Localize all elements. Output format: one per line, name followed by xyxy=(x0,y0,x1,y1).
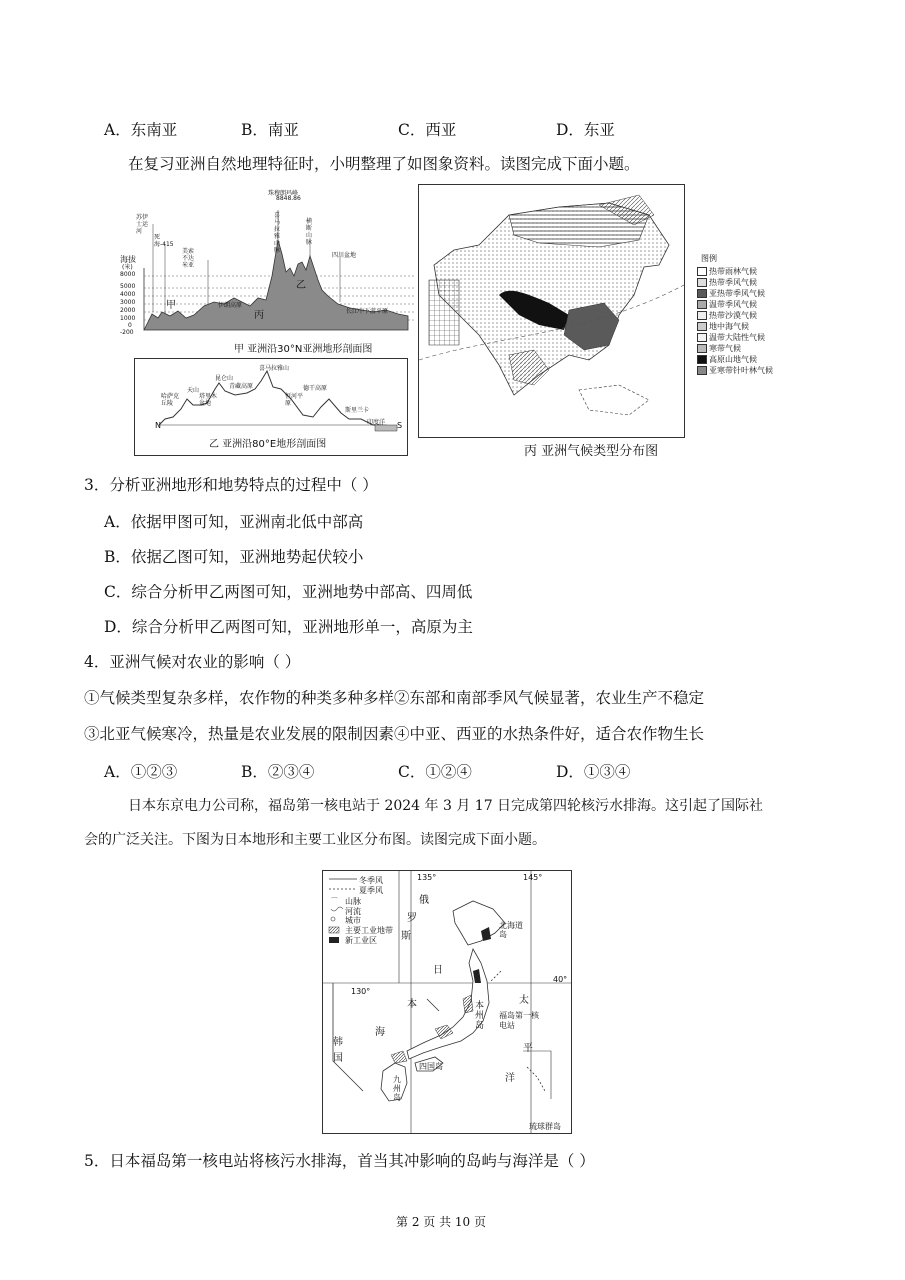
figure-bing xyxy=(418,184,717,438)
q4-option-d: D．①③④ xyxy=(556,763,631,781)
figure-jia xyxy=(118,184,414,356)
q4-option-c: C．①②④ xyxy=(398,763,472,781)
q4-option-b: B．②③④ xyxy=(241,763,315,781)
legend-river: 河流 xyxy=(345,907,361,916)
axis-unit: (米) xyxy=(122,264,133,271)
legend-winter-monsoon: 冬季风 xyxy=(359,876,383,885)
q3-option-c: C．综合分析甲乙两图可知，亚洲地势中部高、四周低 xyxy=(104,583,473,601)
q4-stem: 4．亚洲气候对农业的影响（ ） xyxy=(84,653,301,671)
tick-5000: 5000 xyxy=(120,283,136,290)
label-pacific: 太 xyxy=(519,995,529,1006)
label-sea-of-japan: 日 xyxy=(433,965,443,976)
label-kazakh-hills: 哈萨克丘陵 xyxy=(161,393,180,407)
tick-1000: 1000 xyxy=(120,315,136,322)
label-everest-height: 8848.86 xyxy=(276,195,301,202)
tick-0: 0 xyxy=(128,322,132,329)
legend-item: 亚寒带针叶林气候 xyxy=(697,365,773,376)
legend-item: 热带季风气候 xyxy=(697,277,757,288)
label-suez: 苏伊士运河 xyxy=(136,214,149,235)
japan-map xyxy=(322,870,572,1134)
q2-option-d: D．东亚 xyxy=(556,121,615,139)
intro-asia: 在复习亚洲自然地理特征时，小明整理了如图象资料。读图完成下面小题。 xyxy=(128,155,640,173)
legend-summer-monsoon: 夏季风 xyxy=(359,886,383,895)
legend-item: 寒带气候 xyxy=(697,343,741,354)
label-sichuan: 四川盆地 xyxy=(332,252,357,259)
label-kyushu: 九州岛 xyxy=(393,1075,401,1102)
caption-yi: 乙 亚洲沿80°E地形剖面图 xyxy=(209,439,327,450)
legend-item: 高原山地气候 xyxy=(697,354,757,365)
page-footer: 第 2 页 共 10 页 xyxy=(396,1215,486,1229)
label-hengduan: 横断山脉 xyxy=(306,218,313,246)
q3-stem: 3．分析亚洲地形和地势特点的过程中（ ） xyxy=(84,476,378,494)
legend-mountain: 山脉 xyxy=(345,897,361,906)
terrain-profile-30n xyxy=(118,184,414,356)
label-korea: 国 xyxy=(333,1053,343,1064)
label-pacific: 洋 xyxy=(505,1073,515,1084)
svg-text:⌒: ⌒ xyxy=(331,897,338,905)
q4-statement-2: ③北亚气候寒冷，热量是农业发展的限制因素④中亚、西亚的水热条件好，适合农作物生长 xyxy=(84,725,705,743)
marker-yi: 乙 xyxy=(296,280,306,291)
tick-3000: 3000 xyxy=(120,299,136,306)
label-honshu: 本州岛 xyxy=(475,1001,485,1031)
label-ganges: 恒河平原 xyxy=(285,393,304,407)
caption-jia: 甲 亚洲沿30°N亚洲地形剖面图 xyxy=(234,344,373,355)
asia-climate-map xyxy=(419,185,684,437)
label-hokkaido: 北海道岛 xyxy=(499,921,523,939)
legend-item: 温带季风气候 xyxy=(697,299,757,310)
tick-8000: 8000 xyxy=(120,271,136,278)
label-145: 145° xyxy=(523,873,543,882)
label-shikoku: 四国岛 xyxy=(419,1062,443,1071)
label-everest: 珠穆朗玛峰 xyxy=(268,190,299,197)
q3-option-a: A．依据甲图可知，亚洲南北低中部高 xyxy=(104,513,364,531)
legend-city: 城市 xyxy=(345,916,361,925)
label-40: 40° xyxy=(553,975,568,984)
legend-item: 热带沙漠气候 xyxy=(697,310,757,321)
axis-label-elevation: 海拔 xyxy=(120,255,136,264)
legend-item: 温带大陆性气候 xyxy=(697,332,765,343)
caption-bing: 丙 亚洲气候类型分布图 xyxy=(524,444,659,459)
label-tarim: 塔里木盆地 xyxy=(199,393,218,407)
label-korea: 韩 xyxy=(333,1037,343,1048)
label-ryukyu: 琉球群岛 xyxy=(529,1122,561,1131)
intro-japan-line1: 日本东京电力公司称，福岛第一核电站于 2024 年 3 月 17 日完成第四轮核污水排海。这引起了国际社 xyxy=(128,798,764,814)
q2-option-c: C．西亚 xyxy=(398,121,457,139)
label-russia: 罗 xyxy=(407,913,417,924)
figure-yi xyxy=(134,358,408,456)
label-sea-of-japan: 海 xyxy=(375,1027,385,1038)
label-russia: 斯 xyxy=(401,931,411,942)
label-himalaya-yi: 喜马拉雅山 xyxy=(259,365,290,372)
label-pacific: 平 xyxy=(523,1043,533,1054)
label-south: S xyxy=(397,421,403,430)
q3-option-b: B．依据乙图可知，亚洲地势起伏较小 xyxy=(104,548,364,566)
tick-4000: 4000 xyxy=(120,291,136,298)
label-deccan: 德干高原 xyxy=(303,385,328,392)
label-tianshan: 天山 xyxy=(187,387,200,394)
legend-item: 热带雨林气候 xyxy=(697,266,757,277)
label-dead-sea: 死海-415 xyxy=(154,234,174,248)
legend-item: 亚热带季风气候 xyxy=(697,288,765,299)
marker-jia: 甲 xyxy=(166,300,176,311)
legend-title: 图例 xyxy=(701,254,717,263)
legend-item: 地中海气候 xyxy=(697,321,749,332)
q3-option-d: D．综合分析甲乙两图可知，亚洲地形单一，高原为主 xyxy=(104,618,473,636)
q5-stem: 5．日本福岛第一核电站将核污水排海，首当其冲影响的岛屿与海洋是（ ） xyxy=(84,1152,595,1170)
q2-option-a: A．东南亚 xyxy=(104,121,178,139)
label-mesopotamia: 美索不达米亚 xyxy=(182,248,195,269)
label-qingzang: 青藏高原 xyxy=(229,383,254,390)
q4-statement-1: ①气候类型复杂多样，农作物的种类多种多样②东部和南部季风气候显著，农业生产不稳定 xyxy=(84,689,705,707)
label-135: 135° xyxy=(417,873,437,882)
q2-option-b: B．南亚 xyxy=(241,121,299,139)
label-himalaya: 喜马拉雅山脉 xyxy=(274,212,281,254)
intro-japan-line2: 会的广泛关注。下图为日本地形和主要工业区分布图。读图完成下面小题。 xyxy=(84,832,546,848)
label-kunlun: 昆仑山 xyxy=(215,375,234,382)
legend-new-industrial: 新工业区 xyxy=(345,936,377,945)
label-sea-of-japan: 本 xyxy=(407,999,417,1010)
tick-minus-200: -200 xyxy=(120,329,134,336)
label-north: N xyxy=(155,421,161,430)
label-yangtze-plain: 长江中下游平原 xyxy=(346,308,389,315)
label-russia: 俄 xyxy=(419,895,429,906)
label-fukushima: 福岛第一核电站 xyxy=(499,1011,539,1030)
label-130: 130° xyxy=(351,987,371,996)
q4-option-a: A．①②③ xyxy=(104,763,178,781)
label-indian-ocean: 印度洋 xyxy=(367,419,386,426)
marker-bing: 丙 xyxy=(254,310,264,321)
legend-industrial-belt: 主要工业地带 xyxy=(345,926,393,935)
tick-2000: 2000 xyxy=(120,307,136,314)
label-iran-plateau: 伊朗高原 xyxy=(218,302,243,309)
label-srilanka: 斯里兰卡 xyxy=(345,407,370,414)
